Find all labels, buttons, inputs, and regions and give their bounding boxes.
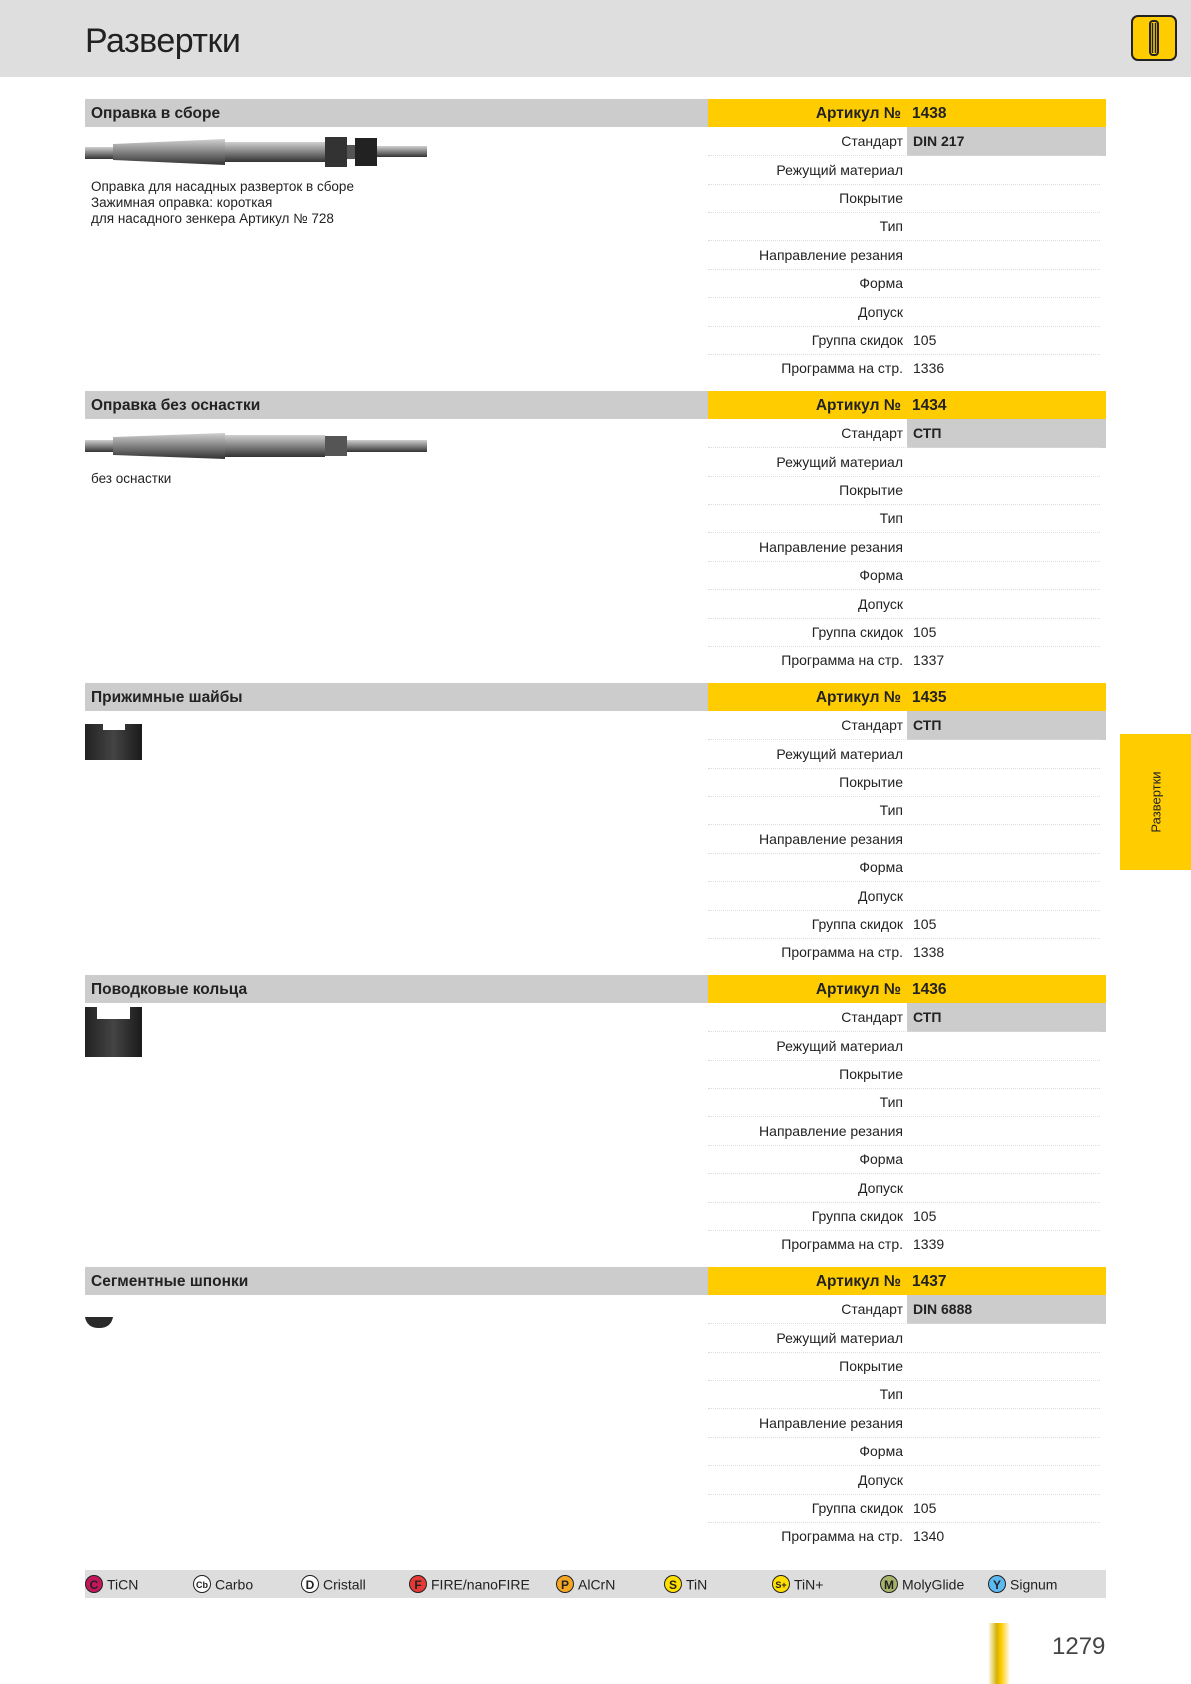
section-header <box>85 391 708 419</box>
spec-row-coating <box>708 768 1100 797</box>
coating-legend <box>85 1570 1106 1598</box>
page-title: Развертки <box>85 22 241 60</box>
spec-label: Группа скидок <box>811 916 903 932</box>
description-line: без оснастки <box>91 471 172 486</box>
coating-cristall-icon: D <box>301 1575 319 1593</box>
section-description <box>91 179 354 227</box>
spec-row-coating <box>708 1352 1100 1381</box>
spec-label: Допуск <box>858 1180 903 1196</box>
spec-row-discount <box>708 1494 1100 1523</box>
spec-row-tolerance <box>708 1466 1100 1495</box>
legend-item <box>85 1575 138 1593</box>
legend-label: Cristall <box>323 1576 366 1593</box>
spec-row-material <box>708 448 1100 477</box>
coating-carbo-icon: Cb <box>193 1575 211 1593</box>
spec-row-type <box>708 796 1100 825</box>
spec-value: 105 <box>913 1208 937 1224</box>
driving-ring-image <box>85 1005 145 1059</box>
spec-row-direction <box>708 1409 1100 1438</box>
page-number: 1279 <box>1052 1633 1106 1660</box>
article-bar <box>708 975 1106 1003</box>
legend-item <box>193 1575 253 1593</box>
spec-label: Режущий материал <box>776 162 903 178</box>
spec-label: Покрытие <box>839 774 903 790</box>
legend-item <box>556 1575 615 1593</box>
spec-label: Стандарт <box>841 425 903 441</box>
page-header <box>0 0 1191 77</box>
spec-label: Режущий материал <box>776 454 903 470</box>
spec-value: СТП <box>913 717 942 733</box>
product-section <box>85 683 1106 973</box>
article-label: Артикул № <box>815 981 901 998</box>
spec-label: Направление резания <box>759 1123 903 1139</box>
spec-value: 105 <box>913 1500 937 1516</box>
spec-value: 1338 <box>913 944 945 960</box>
spec-row-direction <box>708 1117 1100 1146</box>
spec-label: Направление резания <box>759 1415 903 1431</box>
section-title: Поводковые кольца <box>91 981 248 998</box>
legend-item <box>772 1575 823 1593</box>
legend-label: FIRE/nanoFIRE <box>431 1576 530 1593</box>
spec-label: Покрытие <box>839 190 903 206</box>
legend-label: TiCN <box>107 1576 139 1593</box>
article-number: 1438 <box>912 105 947 122</box>
spec-row-material <box>708 740 1100 769</box>
clamping-washer-image <box>85 720 145 762</box>
spec-label: Режущий материал <box>776 1330 903 1346</box>
legend-item <box>880 1575 964 1593</box>
spec-value: СТП <box>913 1009 942 1025</box>
spec-row-discount <box>708 1202 1100 1231</box>
spec-row-program <box>708 938 1100 966</box>
article-bar <box>708 391 1106 419</box>
spec-row-shape <box>708 1437 1100 1466</box>
legend-item <box>988 1575 1057 1593</box>
article-number: 1436 <box>912 981 947 998</box>
article-bar <box>708 99 1106 127</box>
spec-row-shape <box>708 853 1100 882</box>
spec-row-type <box>708 1380 1100 1409</box>
spec-row-standard <box>708 711 1100 740</box>
legend-item <box>301 1575 366 1593</box>
article-number: 1434 <box>912 397 947 414</box>
spec-value: СТП <box>913 425 942 441</box>
spec-row-material <box>708 156 1100 185</box>
section-header <box>85 683 708 711</box>
legend-label: TiN <box>686 1576 708 1593</box>
spec-row-discount <box>708 618 1100 647</box>
article-bar <box>708 1267 1106 1295</box>
spec-label: Программа на стр. <box>781 944 903 960</box>
spec-label: Форма <box>859 1443 903 1459</box>
coating-fire-icon: F <box>409 1575 427 1593</box>
spec-value: 105 <box>913 624 937 640</box>
spec-label: Режущий материал <box>776 1038 903 1054</box>
article-label: Артикул № <box>815 1273 901 1290</box>
legend-label: AlCrN <box>578 1576 616 1593</box>
spec-value: 1336 <box>913 360 945 376</box>
woodruff-key-image <box>85 1316 117 1330</box>
coating-tin-plus-icon: S+ <box>772 1575 790 1593</box>
category-side-tab[interactable] <box>1120 734 1191 870</box>
spec-value: 105 <box>913 332 937 348</box>
spec-row-tolerance <box>708 1174 1100 1203</box>
section-title: Сегментные шпонки <box>91 1273 249 1290</box>
legend-item <box>409 1575 530 1593</box>
spec-label: Покрытие <box>839 1358 903 1374</box>
product-section <box>85 391 1106 681</box>
product-section <box>85 99 1106 389</box>
spec-label: Программа на стр. <box>781 652 903 668</box>
section-header <box>85 975 708 1003</box>
spec-label: Форма <box>859 1151 903 1167</box>
spec-row-program <box>708 1230 1100 1258</box>
spec-row-standard <box>708 1295 1100 1324</box>
spec-row-program <box>708 354 1100 382</box>
spec-row-shape <box>708 561 1100 590</box>
product-section <box>85 1267 1106 1557</box>
legend-label: MolyGlide <box>902 1576 965 1593</box>
spec-row-tolerance <box>708 882 1100 911</box>
article-label: Артикул № <box>815 689 901 706</box>
spec-row-material <box>708 1324 1100 1353</box>
spec-value: 105 <box>913 916 937 932</box>
article-bar <box>708 683 1106 711</box>
spec-row-standard <box>708 419 1100 448</box>
spec-label: Тип <box>879 802 903 818</box>
arbor-assembled-image <box>85 135 445 171</box>
spec-value: 1339 <box>913 1236 945 1252</box>
spec-label: Допуск <box>858 888 903 904</box>
coating-molyglide-icon: M <box>880 1575 898 1593</box>
spec-label: Стандарт <box>841 1009 903 1025</box>
section-header <box>85 99 708 127</box>
coating-signum-icon: Y <box>988 1575 1006 1593</box>
spec-row-coating <box>708 184 1100 213</box>
spec-label: Группа скидок <box>811 332 903 348</box>
spec-row-discount <box>708 326 1100 355</box>
description-line: для насадного зенкера Артикул № 728 <box>91 211 334 226</box>
spec-label: Режущий материал <box>776 746 903 762</box>
spec-row-standard <box>708 1003 1100 1032</box>
side-tab-label: Развертки <box>1148 771 1163 833</box>
product-section <box>85 975 1106 1265</box>
spec-label: Тип <box>879 1094 903 1110</box>
description-line: Оправка для насадных разверток в сборе <box>91 179 354 194</box>
arbor-plain-image <box>85 431 445 461</box>
section-header <box>85 1267 708 1295</box>
section-description <box>91 471 171 487</box>
spec-row-program <box>708 1522 1100 1550</box>
spec-row-program <box>708 646 1100 674</box>
spec-value: DIN 217 <box>913 133 965 149</box>
spec-label: Стандарт <box>841 717 903 733</box>
spec-value: 1337 <box>913 652 945 668</box>
coating-ticn-icon: C <box>85 1575 103 1593</box>
spec-row-type <box>708 212 1100 241</box>
spec-value: 1340 <box>913 1528 945 1544</box>
spec-row-shape <box>708 1145 1100 1174</box>
spec-label: Покрытие <box>839 482 903 498</box>
section-title: Оправка без оснастки <box>91 397 261 414</box>
spec-row-direction <box>708 825 1100 854</box>
article-number: 1435 <box>912 689 947 706</box>
spec-row-shape <box>708 269 1100 298</box>
spec-label: Тип <box>879 218 903 234</box>
spec-label: Стандарт <box>841 1301 903 1317</box>
spec-row-tolerance <box>708 590 1100 619</box>
spec-label: Группа скидок <box>811 624 903 640</box>
spec-label: Допуск <box>858 1472 903 1488</box>
article-label: Артикул № <box>815 105 901 122</box>
spec-row-standard <box>708 127 1100 156</box>
spec-label: Группа скидок <box>811 1208 903 1224</box>
spec-label: Форма <box>859 859 903 875</box>
coating-alcrn-icon: P <box>556 1575 574 1593</box>
article-label: Артикул № <box>815 397 901 414</box>
article-number: 1437 <box>912 1273 947 1290</box>
spec-label: Группа скидок <box>811 1500 903 1516</box>
spec-row-direction <box>708 241 1100 270</box>
spec-label: Допуск <box>858 304 903 320</box>
spec-label: Тип <box>879 1386 903 1402</box>
spec-label: Программа на стр. <box>781 1528 903 1544</box>
section-title: Оправка в сборе <box>91 105 221 122</box>
legend-item <box>664 1575 707 1593</box>
legend-label: Carbo <box>215 1576 254 1593</box>
legend-label: TiN+ <box>794 1576 824 1593</box>
spec-label: Форма <box>859 567 903 583</box>
spec-row-type <box>708 504 1100 533</box>
spec-label: Тип <box>879 510 903 526</box>
spec-label: Направление резания <box>759 247 903 263</box>
spec-label: Направление резания <box>759 539 903 555</box>
section-title: Прижимные шайбы <box>91 689 243 706</box>
spec-row-coating <box>708 476 1100 505</box>
page-number-bar <box>988 1623 1010 1684</box>
spec-row-discount <box>708 910 1100 939</box>
legend-label: Signum <box>1010 1576 1058 1593</box>
spec-label: Допуск <box>858 596 903 612</box>
description-line: Зажимная оправка: короткая <box>91 195 273 210</box>
spec-row-type <box>708 1088 1100 1117</box>
spec-label: Программа на стр. <box>781 360 903 376</box>
spec-value: DIN 6888 <box>913 1301 973 1317</box>
spec-label: Покрытие <box>839 1066 903 1082</box>
spec-label: Стандарт <box>841 133 903 149</box>
coating-tin-icon: S <box>664 1575 682 1593</box>
spec-label: Направление резания <box>759 831 903 847</box>
spec-row-direction <box>708 533 1100 562</box>
spec-row-material <box>708 1032 1100 1061</box>
spec-label: Программа на стр. <box>781 1236 903 1252</box>
reamer-icon <box>1131 15 1177 61</box>
spec-label: Форма <box>859 275 903 291</box>
spec-row-coating <box>708 1060 1100 1089</box>
spec-row-tolerance <box>708 298 1100 327</box>
